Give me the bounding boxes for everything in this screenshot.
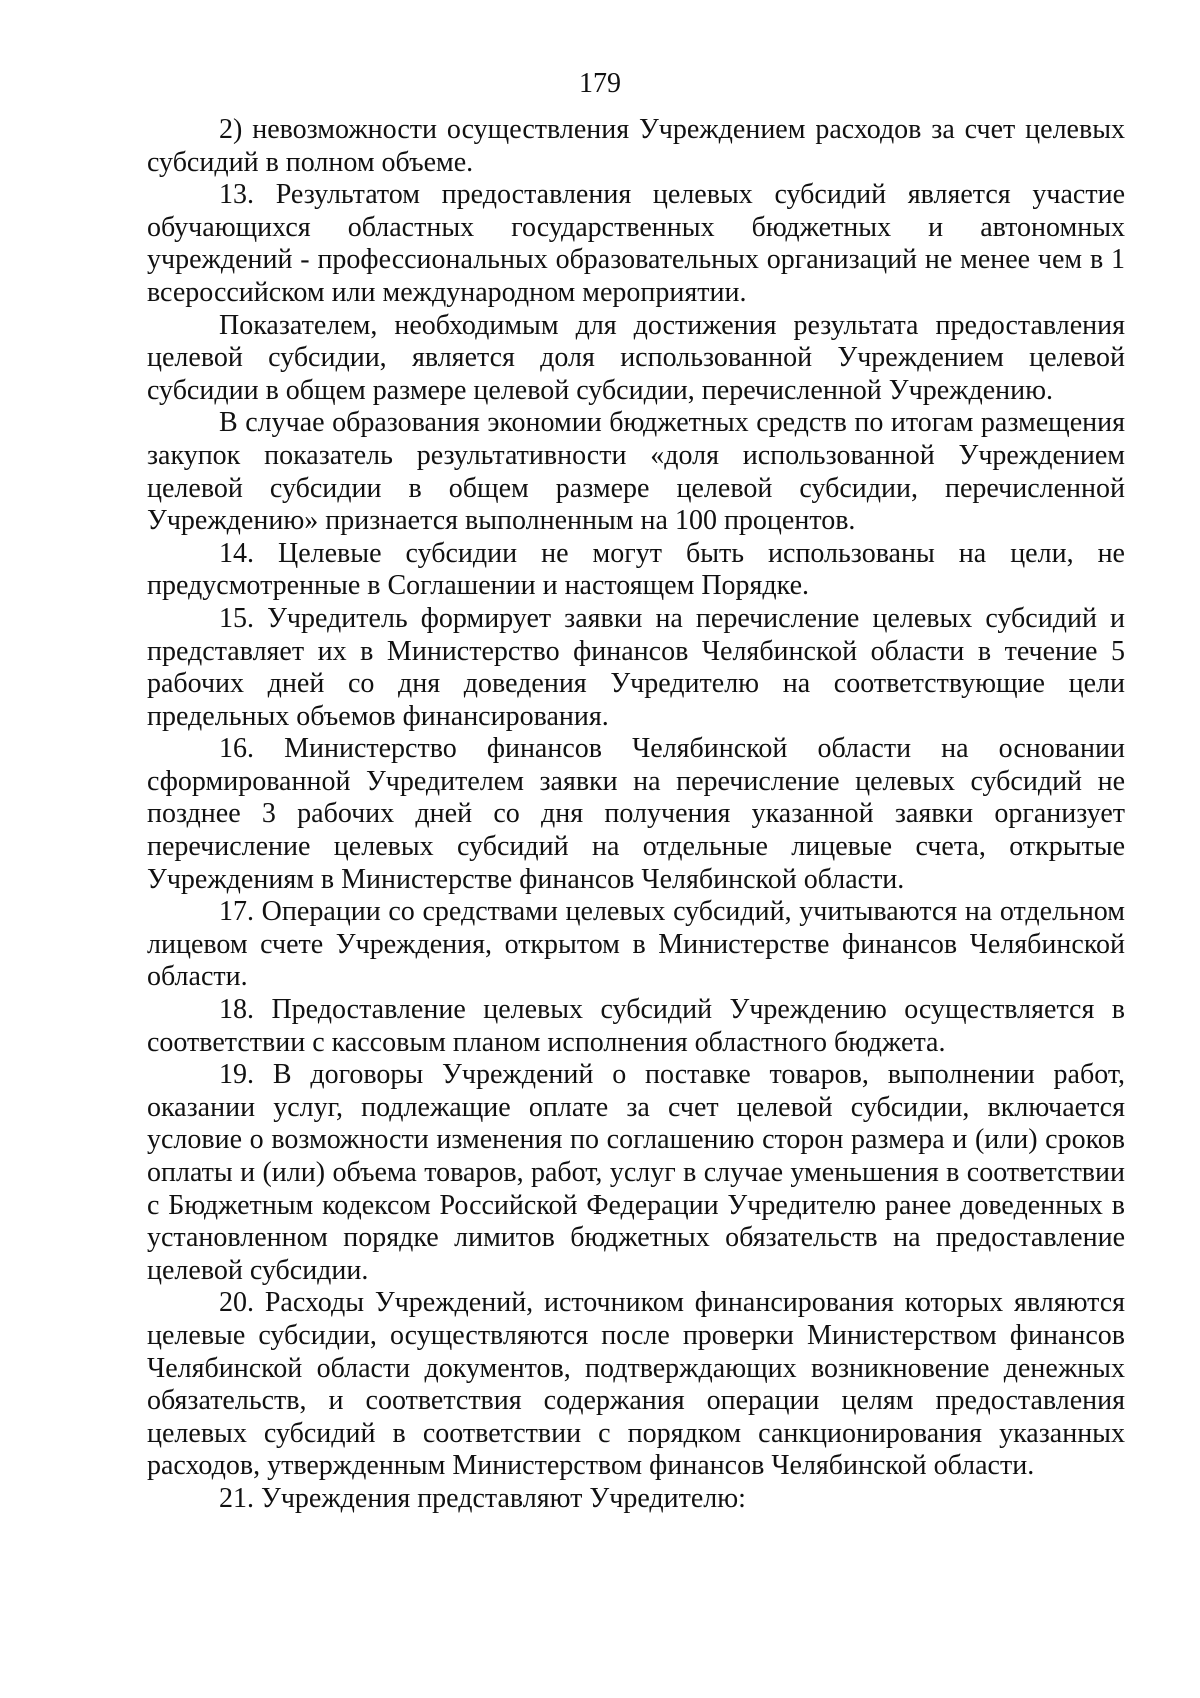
paragraph-14: 14. Целевые субсидии не могут быть использованы на цели, не предусмотренные в Соглашении и настоящем Порядке.	[147, 537, 1125, 602]
document-body	[147, 114, 1125, 1516]
paragraph-16: 16. Министерство финансов Челябинской области на основании сформированной Учредителем заявки на перечисление целевых субсидий не позднее 3 рабочих дней со дня получения указанной заявки организует перечисление целевых субсидий на отдельные лицевые счета, открытые Учреждениям в Министерстве финансов Челябинской области.	[147, 733, 1125, 895]
paragraph-19: 19. В договоры Учреждений о поставке товаров, выполнении работ, оказании услуг, подлежащие оплате за счет целевой субсидии, включается условие о возможности изменения по соглашению сторон размера и (или) сроков оплаты и (или) объема товаров, работ, услуг в случае уменьшения в соответствии с Бюджетным кодексом Российской Федерации Учредителю ранее доведенных в установленном порядке лимитов бюджетных обязательств на предоставление целевой субсидии.	[147, 1059, 1125, 1286]
paragraph-indicator: Показателем, необходимым для достижения результата предоставления целевой субсидии, является доля использованной Учреждением целевой субсидии в общем размере целевой субсидии, перечисленной Учреждению.	[147, 309, 1125, 406]
paragraph-13-result: 13. Результатом предоставления целевых субсидий является участие обучающихся областных государственных бюджетных и автономных учреждений - профессиональных образовательных организаций не менее чем в 1 всероссийском или международном мероприятии.	[147, 179, 1125, 308]
paragraph-20: 20. Расходы Учреждений, источником финансирования которых являются целевые субсидии, осуществляются после проверки Министерством финансов Челябинской области документов, подтверждающих возникновение денежных обязательств, и соответствия содержания операции целям предоставления целевых субсидий в соответствии с порядком санкционирования указанных расходов, утвержденным Министерством финансов Челябинской области.	[147, 1287, 1125, 1482]
page-number: 179	[579, 68, 621, 99]
paragraph-item-2: 2) невозможности осуществления Учреждением расходов за счет целевых субсидий в полном объеме.	[147, 114, 1125, 178]
paragraph-17: 17. Операции со средствами целевых субсидий, учитываются на отдельном лицевом счете Учреждения, открытом в Министерстве финансов Челябинской области.	[147, 896, 1125, 993]
paragraph-economy-case: В случае образования экономии бюджетных средств по итогам размещения закупок показатель результативности «доля использованной Учреждением целевой субсидии в общем размере целевой субсидии, перечисленной Учреждению» признается выполненным на 100 процентов.	[147, 407, 1125, 537]
paragraph-21: 21. Учреждения представляют Учредителю:	[219, 1482, 746, 1514]
paragraph-15: 15. Учредитель формирует заявки на перечисление целевых субсидий и представляет их в Министерство финансов Челябинской области в течение 5 рабочих дней со дня доведения Учредителю на соответствующие цели предельных объемов финансирования.	[147, 602, 1125, 732]
paragraph-18: 18. Предоставление целевых субсидий Учреждению осуществляется в соответствии с кассовым планом исполнения областного бюджета.	[147, 994, 1125, 1058]
